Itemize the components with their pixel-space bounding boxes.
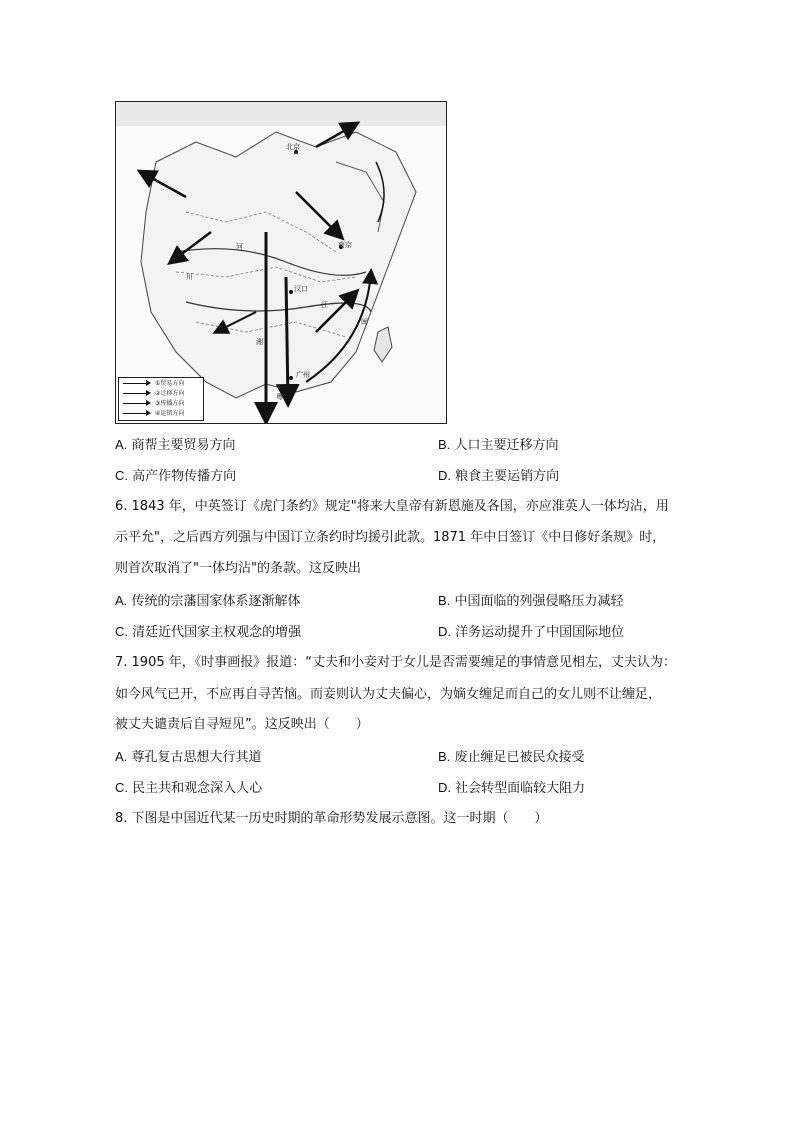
q7-option-a[interactable] (115, 748, 261, 767)
historical-map-figure (115, 101, 447, 424)
option-key: B. (438, 593, 451, 608)
option-text: 人口主要迁移方向 (454, 438, 559, 453)
legend-item (123, 379, 201, 388)
option-key: C. (115, 780, 128, 795)
option-key: D. (438, 780, 451, 795)
legend-label: ②迁移方向 (155, 390, 185, 397)
map-graphic (116, 102, 446, 423)
option-text: 尊孔复古思想大行其道 (131, 750, 262, 765)
map-label-chuan: 川 (186, 273, 193, 281)
map-label-xiang: 湘 (256, 338, 263, 346)
map-label-jiang: 江 (321, 301, 328, 309)
option-text: 粮食主要运销方向 (455, 469, 560, 484)
q6-option-b[interactable] (438, 592, 623, 611)
map-city-dot (289, 290, 293, 294)
q7-stem-line-1: 7. 1905 年，《时事画报》报道：“丈夫和小妾对于女儿是否需要缠足的事情意见相左，丈夫认为： (115, 655, 676, 670)
legend-item (123, 399, 201, 408)
map-top-strip (116, 102, 446, 126)
map-arrow (286, 277, 288, 402)
q7-option-c[interactable] (115, 779, 262, 798)
q7-option-b[interactable] (438, 748, 584, 767)
option-key: C. (115, 468, 128, 483)
map-city-dot (289, 376, 293, 380)
option-key: C. (115, 624, 128, 639)
option-text: 中国面临的列强侵略压力减轻 (454, 594, 624, 609)
option-text: 高产作物传播方向 (132, 469, 237, 484)
map-label-nanjing: 南京 (338, 241, 352, 249)
q7-stem-line-3: 被丈夫谴责后自寻短见”。这反映出（ ） (115, 717, 369, 732)
option-key: D. (438, 624, 451, 639)
option-text: 民主共和观念深入人心 (132, 781, 263, 796)
q5-option-b[interactable] (438, 436, 558, 455)
q6-stem-line-1: 6. 1843 年，中英签订《虎门条约》规定"将来大皇帝有新恩施及各国，亦应准英人一体均沾，用 (115, 499, 669, 514)
map-label-he: 河 (236, 243, 243, 251)
map-label-beijing: 北京 (286, 143, 300, 151)
legend-item (123, 389, 201, 398)
legend-label: ③传播方向 (155, 400, 185, 407)
legend-label: ①贸易方向 (155, 380, 185, 387)
q8-stem: 8. 下图是中国近代某一历史时期的革命形势发展示意图。这一时期（ ） (115, 811, 548, 826)
map-label-yue: 粤 (276, 393, 283, 401)
map-label-guangzhou: 广州 (296, 371, 310, 379)
q5-option-c[interactable] (115, 467, 236, 486)
q7-stem-line-2: 如今风气已开，不应再自寻苦恼。而妾则认为丈夫偏心，为嫡女缠足而自己的女儿则不让缠足， (115, 687, 662, 702)
map-island (374, 327, 392, 362)
map-china-outline (141, 132, 416, 398)
map-label-min: 闽 (361, 318, 368, 326)
map-label-hankou: 汉口 (294, 285, 308, 293)
q6-stem-line-3: 则首次取消了"一体均沾"的条款。这反映出 (115, 561, 361, 576)
option-key: B. (438, 437, 451, 452)
q5-option-a[interactable] (115, 436, 235, 455)
option-text: 社会转型面临较大阻力 (455, 781, 586, 796)
q7-option-d[interactable] (438, 779, 585, 798)
option-key: A. (115, 749, 128, 764)
option-key: D. (438, 468, 451, 483)
legend-item (123, 409, 201, 418)
option-key: A. (115, 437, 128, 452)
option-text: 商帮主要贸易方向 (131, 438, 236, 453)
option-text: 洋务运动提升了中国国际地位 (455, 625, 625, 640)
q6-option-d[interactable] (438, 623, 624, 642)
q6-stem-line-2: 示平允"，之后西方列强与中国订立条约时均援引此款。1871 年中日签订《中日修好条规》时， (115, 530, 666, 545)
option-key: A. (115, 593, 128, 608)
option-key: B. (438, 749, 451, 764)
option-text: 传统的宗藩国家体系逐渐解体 (131, 594, 301, 609)
q5-option-d[interactable] (438, 467, 559, 486)
q6-option-a[interactable] (115, 592, 300, 611)
legend-label: ④运销方向 (155, 410, 185, 417)
option-text: 清廷近代国家主权观念的增强 (132, 625, 302, 640)
option-text: 废止缠足已被民众接受 (454, 750, 585, 765)
q6-option-c[interactable] (115, 623, 301, 642)
map-legend (118, 377, 204, 421)
